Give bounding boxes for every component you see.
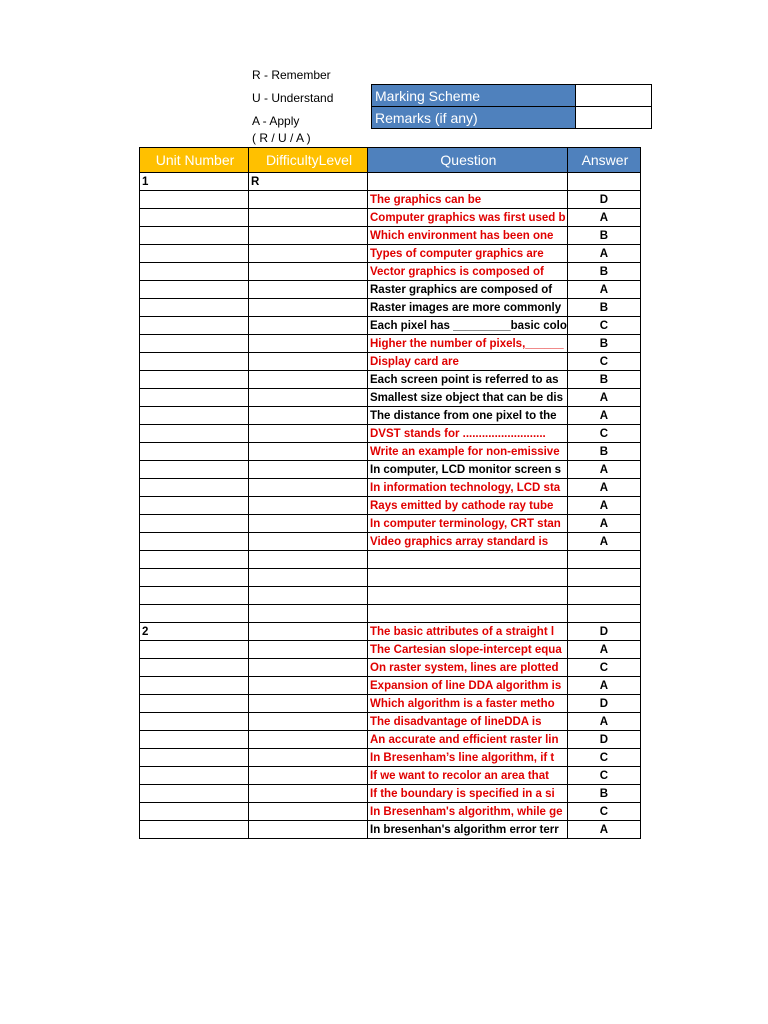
difficulty-cell[interactable] [249,443,368,461]
sheet-body [140,173,641,839]
unit-cell[interactable] [140,461,249,479]
marking-scheme-cell[interactable] [576,85,652,107]
difficulty-cell[interactable] [249,731,368,749]
answer-cell[interactable]: A [567,389,640,407]
table-row [140,659,641,677]
question-cell[interactable]: If we want to recolor an area that [368,767,568,785]
difficulty-cell[interactable] [249,227,368,245]
unit-cell[interactable] [140,533,249,551]
answer-cell[interactable]: B [567,335,640,353]
difficulty-cell[interactable] [249,713,368,731]
question-cell[interactable]: Display card are [368,353,568,371]
unit-cell[interactable] [140,713,249,731]
question-cell[interactable]: The graphics can be [368,191,568,209]
answer-cell[interactable]: A [567,677,640,695]
table-row [140,191,641,209]
answer-cell[interactable]: C [567,749,640,767]
question-cell[interactable]: Types of computer graphics are [368,245,568,263]
table-row [140,479,641,497]
answer-cell[interactable]: B [567,371,640,389]
difficulty-cell[interactable] [249,749,368,767]
unit-cell[interactable] [140,371,249,389]
table-row [140,281,641,299]
unit-cell[interactable] [140,245,249,263]
difficulty-cell[interactable] [249,353,368,371]
difficulty-cell[interactable] [249,551,368,569]
table-row [140,533,641,551]
question-cell[interactable] [368,569,568,587]
difficulty-cell[interactable] [249,335,368,353]
answer-cell[interactable]: A [567,479,640,497]
difficulty-cell[interactable] [249,695,368,713]
unit-cell[interactable] [140,299,249,317]
header-answer: Answer [567,148,640,173]
question-cell[interactable]: Expansion of line DDA algorithm is [368,677,568,695]
difficulty-cell[interactable] [249,461,368,479]
unit-cell[interactable] [140,641,249,659]
question-cell[interactable]: Each screen point is referred to as [368,371,568,389]
difficulty-cell[interactable] [249,263,368,281]
answer-cell[interactable]: D [567,695,640,713]
unit-cell[interactable] [140,515,249,533]
table-row [140,173,641,191]
answer-cell[interactable] [567,569,640,587]
question-cell[interactable]: Which algorithm is a faster metho [368,695,568,713]
table-row [140,371,641,389]
question-cell[interactable]: Video graphics array standard is [368,533,568,551]
difficulty-cell[interactable] [249,605,368,623]
table-row [140,821,641,839]
difficulty-cell[interactable] [249,209,368,227]
question-cell[interactable]: If the boundary is specified in a si [368,785,568,803]
answer-cell[interactable] [567,551,640,569]
unit-cell[interactable] [140,785,249,803]
table-row [140,803,641,821]
unit-cell[interactable] [140,803,249,821]
difficulty-cell[interactable] [249,587,368,605]
unit-cell[interactable] [140,443,249,461]
unit-cell[interactable] [140,767,249,785]
answer-cell[interactable]: A [567,209,640,227]
question-cell[interactable]: DVST stands for .......................... [368,425,568,443]
unit-cell[interactable] [140,695,249,713]
question-cell[interactable]: On raster system, lines are plotted [368,659,568,677]
question-sheet [139,147,641,839]
difficulty-cell[interactable] [249,371,368,389]
question-cell[interactable]: The disadvantage of lineDDA is [368,713,568,731]
question-cell[interactable]: In computer terminology, CRT stan [368,515,568,533]
question-cell[interactable]: Raster graphics are composed of [368,281,568,299]
unit-cell[interactable] [140,749,249,767]
legend-rua: ( R / U / A ) [252,131,311,145]
unit-cell[interactable] [140,263,249,281]
table-row [140,299,641,317]
unit-cell[interactable] [140,389,249,407]
table-row [140,407,641,425]
legend-apply: A - Apply [252,114,300,128]
question-cell[interactable]: Smallest size object that can be dis [368,389,568,407]
table-row [140,785,641,803]
table-row [140,569,641,587]
unit-cell[interactable] [140,479,249,497]
difficulty-cell[interactable] [249,317,368,335]
difficulty-cell[interactable] [249,389,368,407]
answer-cell[interactable]: A [567,713,640,731]
table-row [140,263,641,281]
answer-cell[interactable]: B [567,785,640,803]
unit-cell[interactable] [140,659,249,677]
difficulty-cell[interactable] [249,425,368,443]
question-cell[interactable]: The distance from one pixel to the [368,407,568,425]
question-cell[interactable]: In information technology, LCD sta [368,479,568,497]
table-row [140,731,641,749]
difficulty-cell[interactable] [249,245,368,263]
difficulty-cell[interactable] [249,821,368,839]
question-cell[interactable] [368,587,568,605]
unit-cell[interactable] [140,209,249,227]
header-unit-number: Unit Number [140,148,249,173]
table-row [140,389,641,407]
answer-cell[interactable]: C [567,767,640,785]
meta-table [371,84,652,129]
table-row [140,209,641,227]
difficulty-cell[interactable] [249,641,368,659]
unit-cell[interactable] [140,335,249,353]
remarks-label: Remarks (if any) [372,107,576,129]
table-row [140,227,641,245]
question-cell[interactable]: Raster images are more commonly [368,299,568,317]
header-question: Question [368,148,568,173]
table-row [140,695,641,713]
unit-cell[interactable] [140,731,249,749]
question-cell[interactable]: In bresenhan's algorithm error terr [368,821,568,839]
question-cell[interactable] [368,173,568,191]
question-cell[interactable]: Write an example for non-emissive [368,443,568,461]
difficulty-cell[interactable] [249,677,368,695]
question-cell[interactable]: Each pixel has _________basic colo [368,317,568,335]
unit-cell[interactable] [140,497,249,515]
difficulty-cell[interactable]: R [249,173,368,191]
unit-cell[interactable]: 1 [140,173,249,191]
answer-cell[interactable]: A [567,515,640,533]
answer-cell[interactable]: D [567,623,640,641]
unit-cell[interactable] [140,353,249,371]
table-row [140,515,641,533]
question-cell[interactable]: The basic attributes of a straight l [368,623,568,641]
unit-cell[interactable] [140,821,249,839]
table-row [140,425,641,443]
table-row [140,317,641,335]
difficulty-cell[interactable] [249,767,368,785]
difficulty-cell[interactable] [249,497,368,515]
answer-cell[interactable]: A [567,533,640,551]
question-cell[interactable]: The Cartesian slope-intercept equa [368,641,568,659]
table-row [140,767,641,785]
difficulty-cell[interactable] [249,533,368,551]
table-row [140,335,641,353]
question-cell[interactable] [368,605,568,623]
answer-cell[interactable]: C [567,353,640,371]
table-row [140,245,641,263]
difficulty-cell[interactable] [249,407,368,425]
question-cell[interactable] [368,551,568,569]
unit-cell[interactable] [140,191,249,209]
question-cell[interactable]: An accurate and efficient raster lin [368,731,568,749]
answer-cell[interactable]: A [567,245,640,263]
unit-cell[interactable] [140,407,249,425]
question-cell[interactable]: Which environment has been one [368,227,568,245]
answer-cell[interactable]: B [567,227,640,245]
answer-cell[interactable]: D [567,191,640,209]
difficulty-cell[interactable] [249,299,368,317]
table-row [140,353,641,371]
difficulty-cell[interactable] [249,569,368,587]
unit-cell[interactable] [140,569,249,587]
table-row [140,443,641,461]
unit-cell[interactable] [140,317,249,335]
marking-scheme-label: Marking Scheme [372,85,576,107]
answer-cell[interactable]: B [567,443,640,461]
table-row [140,641,641,659]
table-row [140,623,641,641]
answer-cell[interactable]: A [567,461,640,479]
unit-cell[interactable]: 2 [140,623,249,641]
question-cell[interactable]: Higher the number of pixels,______ [368,335,568,353]
answer-cell[interactable]: A [567,497,640,515]
table-row [140,605,641,623]
legend-remember: R - Remember [252,68,331,82]
answer-cell[interactable]: B [567,299,640,317]
difficulty-cell[interactable] [249,515,368,533]
remarks-cell[interactable] [576,107,652,129]
question-cell[interactable]: In Bresenham's algorithm, while ge [368,803,568,821]
answer-cell[interactable] [567,605,640,623]
unit-cell[interactable] [140,551,249,569]
table-row [140,497,641,515]
legend-understand: U - Understand [252,91,334,105]
unit-cell[interactable] [140,425,249,443]
question-cell[interactable]: Vector graphics is composed of [368,263,568,281]
answer-cell[interactable] [567,173,640,191]
question-cell[interactable]: Computer graphics was first used b [368,209,568,227]
difficulty-cell[interactable] [249,623,368,641]
unit-cell[interactable] [140,605,249,623]
answer-cell[interactable]: B [567,263,640,281]
difficulty-cell[interactable] [249,803,368,821]
question-cell[interactable]: In Bresenham’s line algorithm, if t [368,749,568,767]
unit-cell[interactable] [140,227,249,245]
difficulty-cell[interactable] [249,479,368,497]
question-cell[interactable]: In computer, LCD monitor screen s [368,461,568,479]
unit-cell[interactable] [140,587,249,605]
answer-cell[interactable]: A [567,641,640,659]
table-row [140,713,641,731]
table-row [140,551,641,569]
header-difficulty-level: DifficultyLevel [249,148,368,173]
difficulty-cell[interactable] [249,785,368,803]
table-row [140,677,641,695]
table-row [140,587,641,605]
difficulty-cell[interactable] [249,281,368,299]
answer-cell[interactable]: A [567,821,640,839]
answer-cell[interactable]: C [567,659,640,677]
answer-cell[interactable]: A [567,281,640,299]
table-row [140,749,641,767]
difficulty-cell[interactable] [249,659,368,677]
question-cell[interactable]: Rays emitted by cathode ray tube [368,497,568,515]
unit-cell[interactable] [140,677,249,695]
header-row [140,148,641,173]
answer-cell[interactable]: C [567,317,640,335]
answer-cell[interactable] [567,587,640,605]
answer-cell[interactable]: C [567,425,640,443]
answer-cell[interactable]: C [567,803,640,821]
answer-cell[interactable]: D [567,731,640,749]
difficulty-cell[interactable] [249,191,368,209]
answer-cell[interactable]: A [567,407,640,425]
table-row [140,461,641,479]
unit-cell[interactable] [140,281,249,299]
